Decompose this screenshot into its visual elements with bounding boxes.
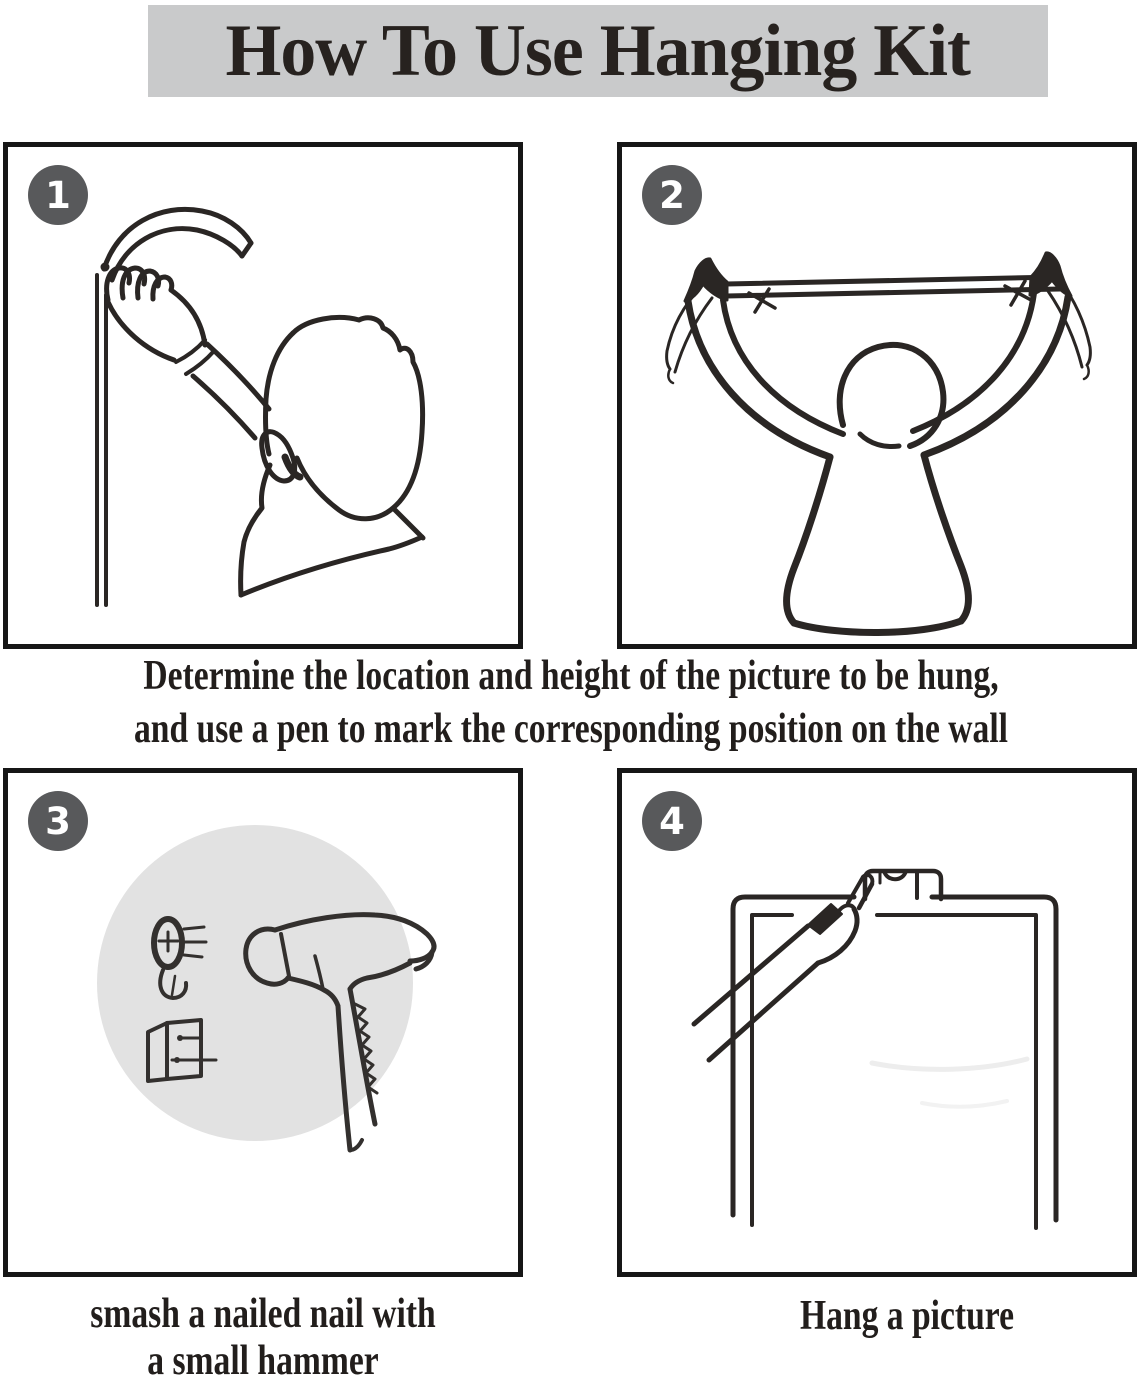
step-1-badge: 1: [28, 165, 88, 225]
step-4-badge: 4: [642, 791, 702, 851]
step-2-panel: [617, 142, 1137, 649]
step-3-caption: [3, 1291, 523, 1385]
step3-hammer-nail-illustration: [8, 773, 518, 1272]
caption-line: and use a pen to mark the corresponding position on the wall: [133, 706, 1009, 752]
step-1-panel: [3, 142, 523, 649]
step1-mark-wall-illustration: [8, 147, 518, 644]
step-2-badge: 2: [642, 165, 702, 225]
step-3-panel: [3, 768, 523, 1277]
step-3-badge: 3: [28, 791, 88, 851]
caption-line: smash a nailed nail with: [90, 1291, 436, 1337]
step-4-caption: [647, 1293, 1142, 1340]
pointing-hand: [694, 875, 872, 1060]
caption-line: Determine the location and height of the picture to be hung,: [143, 653, 999, 699]
step2-hold-picture-illustration: [622, 147, 1132, 644]
person-holding-frame: [667, 253, 1091, 633]
step-4-panel: [617, 768, 1137, 1277]
steps-1-2-caption: [0, 650, 1142, 756]
person-marking-wall: [97, 209, 423, 605]
page-title: How To Use Hanging Kit: [225, 9, 971, 92]
caption-line: a small hammer: [147, 1338, 379, 1384]
title-banner: [148, 5, 1048, 97]
gray-circle-background: [97, 825, 413, 1141]
hanging-hook: [865, 871, 941, 899]
caption-line: Hang a picture: [799, 1293, 1015, 1339]
step4-hang-picture-illustration: [622, 773, 1132, 1272]
